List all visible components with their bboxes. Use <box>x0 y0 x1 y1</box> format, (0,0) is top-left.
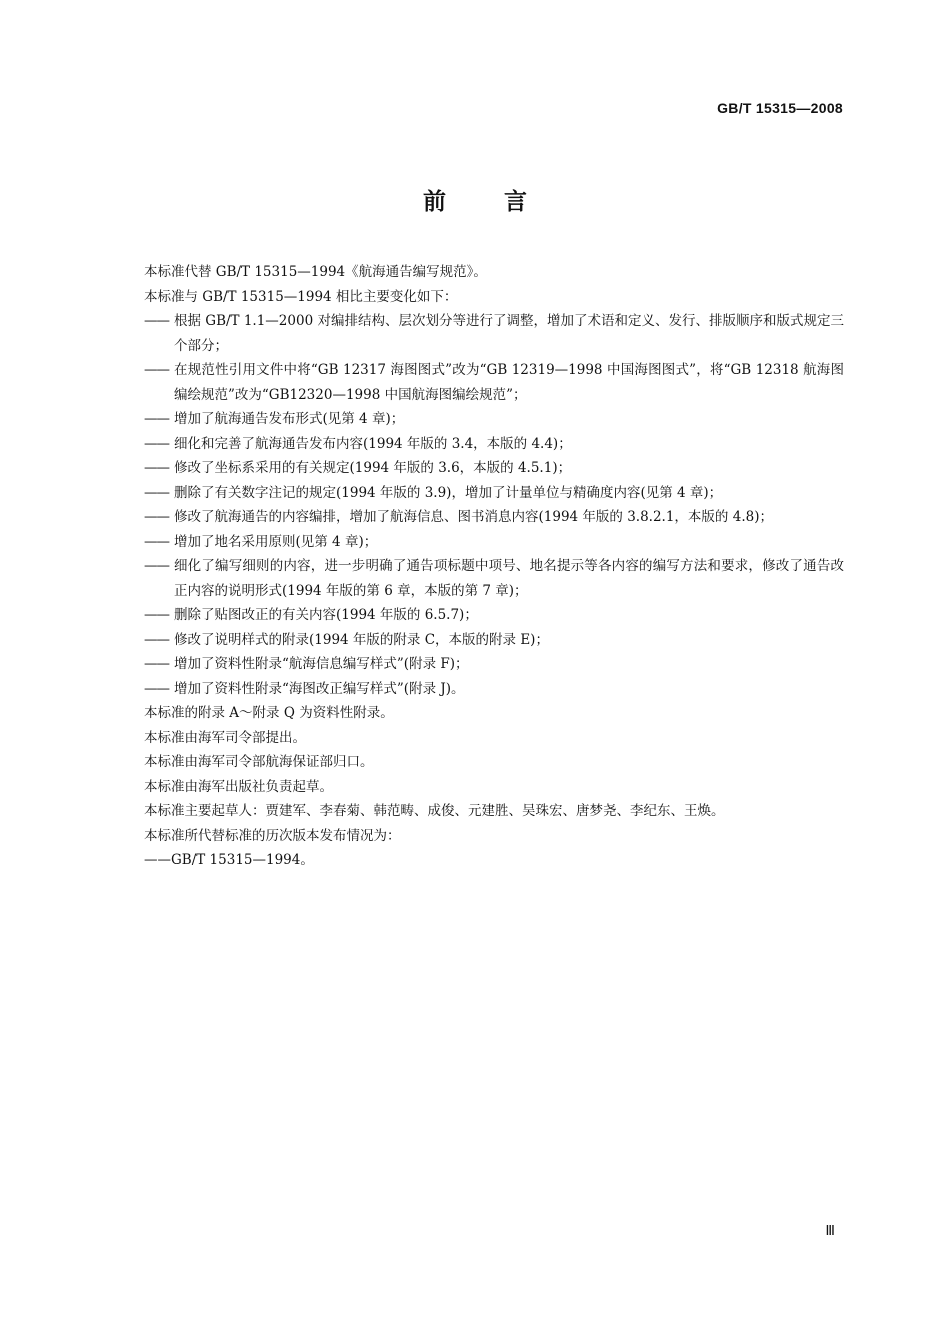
dash-marker: —— <box>144 533 169 550</box>
drafting-unit-statement: 本标准由海军出版社负责起草。 <box>144 778 333 795</box>
change-item-text: 细化和完善了航海通告发布内容(1994 年版的 3.4，本版的 4.4)； <box>174 435 572 452</box>
replacement-statement: 本标准代替 GB/T 15315—1994《航海通告编写规范》。 <box>144 264 487 280</box>
standard-code: GB/T 15315—2008 <box>717 100 843 116</box>
dash-marker: —— <box>144 631 169 648</box>
dash-marker: —— <box>144 558 169 574</box>
drafters-statement: 本标准主要起草人：贾建军、李春菊、韩范畴、成俊、元建胜、吴珠宏、唐梦尧、李纪东、王焕。 <box>144 803 725 819</box>
dash-marker: —— <box>144 411 169 427</box>
dash-marker: —— <box>144 484 169 501</box>
dash-marker: —— <box>144 680 169 697</box>
change-item-text: 根据 GB/T 1.1—2000 对编排结构、层次划分等进行了调整，增加了术语和定义、发行、排版顺序和版式规定三个部分； <box>174 313 844 354</box>
dash-marker: —— <box>144 656 169 672</box>
change-item-text: 删除了贴图改正的有关内容(1994 年版的 6.5.7)； <box>174 607 478 623</box>
change-item <box>144 481 844 506</box>
history-item: ——GB/T 15315—1994。 <box>144 852 314 868</box>
change-item <box>144 677 844 702</box>
history-intro: 本标准所代替标准的历次版本发布情况为： <box>144 827 401 844</box>
change-item-text: 细化了编写细则的内容，进一步明确了通告项标题中项号、地名提示等各内容的编写方法和要求，修改了通告改正内容的说明形式(1994 年版的第 6 章，本版的第 7 章)； <box>174 558 844 599</box>
proposer-statement: 本标准由海军司令部提出。 <box>144 729 306 746</box>
change-item-text: 增加了资料性附录“航海信息编写样式”(附录 F)； <box>174 656 469 672</box>
changes-intro: 本标准与 GB/T 15315—1994 相比主要变化如下： <box>144 288 458 305</box>
dash-marker: —— <box>144 362 169 378</box>
change-item <box>144 603 844 628</box>
change-item-text: 增加了航海通告发布形式(见第 4 章)； <box>174 411 405 427</box>
page-number: Ⅲ <box>825 1224 835 1239</box>
dash-marker: —— <box>144 607 169 623</box>
change-item <box>144 554 844 603</box>
change-item <box>144 456 844 481</box>
change-item-text: 修改了坐标系采用的有关规定(1994 年版的 3.6，本版的 4.5.1)； <box>174 460 572 476</box>
document-body <box>144 260 844 873</box>
change-item <box>144 628 844 653</box>
governing-body-statement: 本标准由海军司令部航海保证部归口。 <box>144 754 374 770</box>
dash-marker: —— <box>144 435 169 452</box>
change-item <box>144 530 844 555</box>
change-item-text: 增加了资料性附录“海图改正编写样式”(附录 J)。 <box>174 680 465 697</box>
page-title: 前言 <box>423 189 585 215</box>
change-item <box>144 505 844 530</box>
change-item <box>144 652 844 677</box>
appendix-statement: 本标准的附录 A～附录 Q 为资料性附录。 <box>144 705 394 721</box>
change-item <box>144 432 844 457</box>
change-item <box>144 358 844 407</box>
change-item <box>144 309 844 358</box>
change-item <box>144 407 844 432</box>
change-item-text: 修改了航海通告的内容编排，增加了航海信息、图书消息内容(1994 年版的 3.8.2.1，本版的 4.8)； <box>174 509 773 525</box>
dash-marker: —— <box>144 509 169 525</box>
change-item-text: 增加了地名采用原则(见第 4 章)； <box>174 533 378 550</box>
change-item-text: 修改了说明样式的附录(1994 年版的附录 C，本版的附录 E)； <box>174 631 549 648</box>
dash-marker: —— <box>144 460 169 476</box>
dash-marker: —— <box>144 313 169 329</box>
change-item-text: 删除了有关数字注记的规定(1994 年版的 3.9)，增加了计量单位与精确度内容(见第 4 章)； <box>174 484 723 501</box>
change-item-text: 在规范性引用文件中将“GB 12317 海图图式”改为“GB 12319—1998 中国海图图式”，将“GB 12318 航海图编绘规范”改为“GB12320—1998 中国航海图编绘规范”； <box>174 362 844 403</box>
